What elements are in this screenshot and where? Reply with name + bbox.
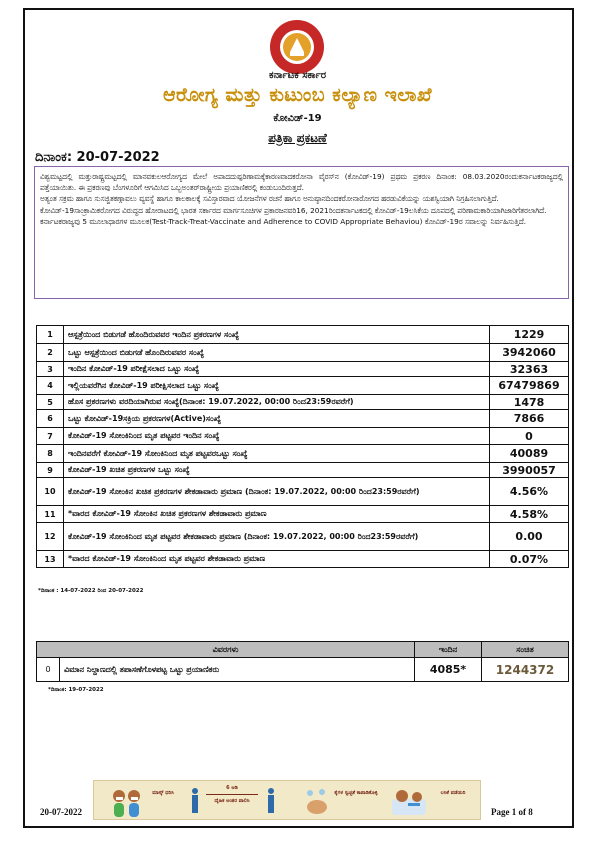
- intro-paragraphs: [34, 166, 569, 299]
- row-description: ವಿಮಾನ ನಿಲ್ದಾಣದಲ್ಲಿ ತಪಾಸಣೆಗೊಳಪಟ್ಟ ಒಟ್ಟು ಪ್ರಯಾಣಿಕರು: [60, 658, 415, 682]
- row-number: 11: [37, 506, 64, 523]
- table-row: [37, 326, 569, 344]
- page-total: 8: [528, 807, 533, 817]
- person-icon: [190, 787, 200, 815]
- row-value: 4.58%: [490, 506, 569, 523]
- table-row: [37, 658, 569, 682]
- header-cumulative: ಸಂಚಿತ: [482, 642, 569, 658]
- vaccine-text: ಲಸಿಕೆ ಪಡೆಯಿರಿ: [440, 790, 466, 796]
- row-description: ಇಂದಿನವರೆಗೆ ಕೋವಿಡ್-19 ಸೋಂಕಿನಿಂದ ಮೃತ ಪಟ್ಟವರಒಟ್ಟು ಸಂಖ್ಯೆ: [64, 445, 490, 463]
- row-value: 3990057: [490, 463, 569, 478]
- government-label: ಕರ್ನಾಟಕ ಸರ್ಕಾರ: [268, 70, 327, 81]
- header-details: ವಿವರಗಳು: [37, 642, 415, 658]
- footer-date: 20-07-2022: [40, 807, 82, 817]
- table-row: [37, 551, 569, 568]
- table-row: [37, 395, 569, 410]
- subject-label: ಕೋವಿಡ್-19: [273, 113, 322, 124]
- row-number: 2: [37, 344, 64, 362]
- distance-text: ದೈಹಿಕ ಅಂತರ ಪಾಲಿಸಿ: [214, 798, 250, 804]
- distance-arrow-icon: [206, 794, 258, 795]
- row-value: 32363: [490, 362, 569, 377]
- table-row: [37, 463, 569, 478]
- row-value: 0: [490, 428, 569, 445]
- page-prefix: Page: [491, 807, 510, 817]
- row-value: 4.56%: [490, 478, 569, 506]
- doc-type-title: ಪತ್ರಿಕಾ ಪ್ರಕಟಣೆ: [268, 131, 327, 145]
- row-description: ಇಂದಿನ ಕೋವಿಡ್-19 ಪರೀಕ್ಷೆಸಲಾದ ಒಟ್ಟು ಸಂಖ್ಯೆ: [64, 362, 490, 377]
- airport-footnote: *ದಿನಾಂಕ: 19-07-2022: [48, 687, 104, 693]
- table-row: [37, 506, 569, 523]
- covid-stats-table: [36, 325, 569, 568]
- row-description: ಒಟ್ಟು ಆಸ್ಪತ್ರೆಯಿಂದ ಬಿಡುಗಡೆ ಹೊಂದಿರುವವರ ಸಂಖ್ಯೆ: [64, 344, 490, 362]
- row-number: 1: [37, 326, 64, 344]
- row-number: 4: [37, 377, 64, 395]
- department-title: ಆರೋಗ್ಯ ಮತ್ತು ಕುಟುಂಬ ಕಲ್ಯಾಣ ಇಲಾಖೆ: [162, 84, 433, 106]
- intro-paragraph: ಕೋವಿಡ್-19ಸಾಂಕ್ರಾಮಿಕರೋಗದ ವಿರುದ್ಧದ ಹೋರಾಟದಲ್ಲಿ ಭಾರತ ಸರ್ಕಾರದ ಮಾರ್ಗಸೂಚಿಗಳ ಪ್ರಕಾರಜನವರಿ16, 2021ರಿಂದಕರ್ನಾಟಕದಲ್ಲಿ ಕೋವಿಡ್-19ಲಸಿಕೆಯ ದೂಪದಲ್ಲಿ ಪರಿಣಾಮಕಾರಿಯಾಗಿಜಾರಿಗೆತರಲಾಗಿದೆ.: [40, 205, 547, 215]
- today-value: 4085*: [415, 658, 482, 682]
- row-value: 0.07%: [490, 551, 569, 568]
- row-description: ಒಟ್ಟು ಕೋವಿಡ್-19ಸಕ್ರಿಯ ಪ್ರಕರಣಗಳ(Active)ಸಂಖ್ಯೆ: [64, 410, 490, 428]
- row-description: *ವಾರದ ಕೋವಿಡ್-19 ಸೋಂಕಿನ ಖಚಿತ ಪ್ರಕರಣಗಳ ಶೇಕಡಾವಾರು ಪ್ರಮಾಣ: [64, 506, 490, 523]
- covid-appropriate-behaviour-banner: [93, 780, 481, 820]
- row-description: ಕೋವಿಡ್-19 ಸೋಂಕಿನಿಂದ ಮೃತ ಪಟ್ಟವರ ಇಂದಿನ ಸಂಖ್ಯೆ: [64, 428, 490, 445]
- release-date: ದಿನಾಂಕ: 20-07-2022: [35, 150, 160, 165]
- table-row: [37, 410, 569, 428]
- row-value: 67479869: [490, 377, 569, 395]
- table-row: [37, 523, 569, 551]
- table-row: [37, 362, 569, 377]
- intro-paragraph: ವಿಶ್ವಮಟ್ಟದಲ್ಲಿ ಮತ್ತುರಾಷ್ಟ್ರಮಟ್ಟದಲ್ಲಿ ಮಾನವಕುಲಆರೋಗ್ಯದ ಮೇಲೆ ಅಪಾದದುಷ್ಪರಿಣಾಮಕ್ಕೆಕಾರಣವಾದಕರೋನಾ ವೈರಸ್‌ನ (ಕೋವಿಡ್-19) ಪ್ರಥಮ ಪ್ರಕರಣ ದಿನಾಂಕ: 08.03.2020ರಂದುಕರ್ನಾಟಕರಾಜ್ಯದಲ್ಲಿ ಪತ್ತೆಯಾಯಿತು. ಈ ಪ್ರಕರಣವು ಬೆಂಗಳೂರಿಗೆ ಆಗಮಿಸಿದ ಒಬ್ಬಅಂತರ್‌ರಾಷ್ಟ್ರೀಯ ಪ್ರಯಾಣಿಕರಲ್ಲಿ ಕಂಡುಬಂದಿರುತ್ತದೆ.: [40, 172, 563, 193]
- row-value: 40089: [490, 445, 569, 463]
- washing-hands-icon: [302, 787, 332, 817]
- table-row: [37, 428, 569, 445]
- row-number: 8: [37, 445, 64, 463]
- row-description: ಕೋವಿಡ್-19 ಸೋಂಕಿನಿಂದ ಮೃತ ಪಟ್ಟವರ ಶೇಕಡಾವಾರು ಪ್ರಮಾಣ (ದಿನಾಂಕ: 19.07.2022, 00:00 ರಿಂದ23:59ರವರೆಗೆ): [64, 523, 490, 551]
- table-row: [37, 344, 569, 362]
- table-row: [37, 445, 569, 463]
- masked-people-icon: [108, 787, 146, 817]
- row-number: 5: [37, 395, 64, 410]
- intro-paragraph: ಕರ್ನಾಟಕರಾಜ್ಯವು 5 ಮೂಲಾಧಾರಗಳ ಮೂಲಕ(Test-Track-Treat-Vaccinate and Adherence to COVID Appropriate Behaviou) ಕೋವಿಡ್-19ರ ಸವಾಲನ್ನು ನಿರ್ವಹಿಸುತ್ತಿದೆ.: [40, 216, 527, 226]
- airport-screening-table: [36, 641, 569, 682]
- row-value: 7866: [490, 410, 569, 428]
- row-description: ಕೋವಿಡ್-19 ಸೋಂಕಿನ ಖಚಿತ ಪ್ರಕರಣಗಳ ಶೇಕಡಾವಾರು ಪ್ರಮಾಣ (ದಿನಾಂಕ: 19.07.2022, 00:00 ರಿಂದ23:59ರವರೆಗೆ): [64, 478, 490, 506]
- row-value: 1229: [490, 326, 569, 344]
- row-description: ಹೊಸ ಪ್ರಕರಣಗಳು ವರದಿಯಾಗಿರುವ ಸಂಖ್ಯೆ(ದಿನಾಂಕ: 19.07.2022, 00:00 ರಿಂದ23:59ರವರೆಗೆ): [64, 395, 490, 410]
- header-today: ಇಂದಿನ: [415, 642, 482, 658]
- row-value: 0.00: [490, 523, 569, 551]
- mask-text: ಮಾಸ್ಕ್ ಧರಿಸಿ: [152, 790, 174, 796]
- intro-paragraph: ಅತ್ಯಂತ ಸಕ್ರಮ ಹಾಗೂ ಸುಸಜ್ಜಿತಕಣ್ಗಾವಲು ವ್ಯವಸ್ಥೆ ಹಾಗೂ ಕಾಲಕಾಲಕ್ಕೆ ಸವಿಸ್ತಾರವಾದ ಯೋಜನೆಗಳ ರಚನೆ ಹಾಗೂ ಅನುಷ್ಠಾನದಿಂದಕರೋನಾರೋಗದ ಹರಡುವಿಕೆಯನ್ನು ಯಶಸ್ವಿಯಾಗಿ ನಿಗ್ರಹಿಸಲಾಗುತ್ತಿದೆ.: [40, 194, 499, 204]
- table-row: [37, 377, 569, 395]
- vaccination-icon: [390, 787, 428, 817]
- row-number: 0: [37, 658, 60, 682]
- row-number: 9: [37, 463, 64, 478]
- distance-top-text: 6 ಅಡಿ: [226, 785, 238, 791]
- row-number: 6: [37, 410, 64, 428]
- page-number: [491, 807, 533, 817]
- stats-footnote: *ದಿನಾಂಕ : 14-07-2022 ರಿಂದ 20-07-2022: [38, 588, 144, 594]
- row-number: 7: [37, 428, 64, 445]
- table-row: [37, 478, 569, 506]
- row-number: 3: [37, 362, 64, 377]
- hands-text: ಕೈಗಳ ಸ್ವಚ್ಛತೆ ಕಾಪಾಡಿಕೊಳ್ಳಿ: [334, 790, 378, 796]
- row-number: 12: [37, 523, 64, 551]
- row-description: *ವಾರದ ಕೋವಿಡ್-19 ಸೋಂಕಿನಿಂದ ಮೃತ ಪಟ್ಟವರ ಶೇಕಡಾವಾರು ಪ್ರಮಾಣ: [64, 551, 490, 568]
- row-value: 3942060: [490, 344, 569, 362]
- page-of: of: [518, 807, 526, 817]
- row-number: 10: [37, 478, 64, 506]
- person-icon: [266, 787, 276, 815]
- row-description: ಆಸ್ಪತ್ರೆಯಿಂದ ಬಿಡುಗಡೆ ಹೊಂದಿರುವವರ ಇಂದಿನ ಪ್ರಕರಣಗಳ ಸಂಖ್ಯೆ: [64, 326, 490, 344]
- row-number: 13: [37, 551, 64, 568]
- karnataka-emblem-icon: [268, 18, 326, 76]
- distance-label: [202, 785, 262, 823]
- row-description: ಕೋವಿಡ್-19 ಖಚಿತ ಪ್ರಕರಣಗಳ ಒಟ್ಟು ಸಂಖ್ಯೆ: [64, 463, 490, 478]
- cumulative-value: 1244372: [482, 658, 569, 682]
- row-value: 1478: [490, 395, 569, 410]
- row-description: ಇಲ್ಲಿಯವರೆಗಿನ ಕೋವಿಡ್-19 ಪರೀಕ್ಷಿಸಲಾದ ಒಟ್ಟು ಸಂಖ್ಯೆ: [64, 377, 490, 395]
- page-current: 1: [511, 807, 517, 817]
